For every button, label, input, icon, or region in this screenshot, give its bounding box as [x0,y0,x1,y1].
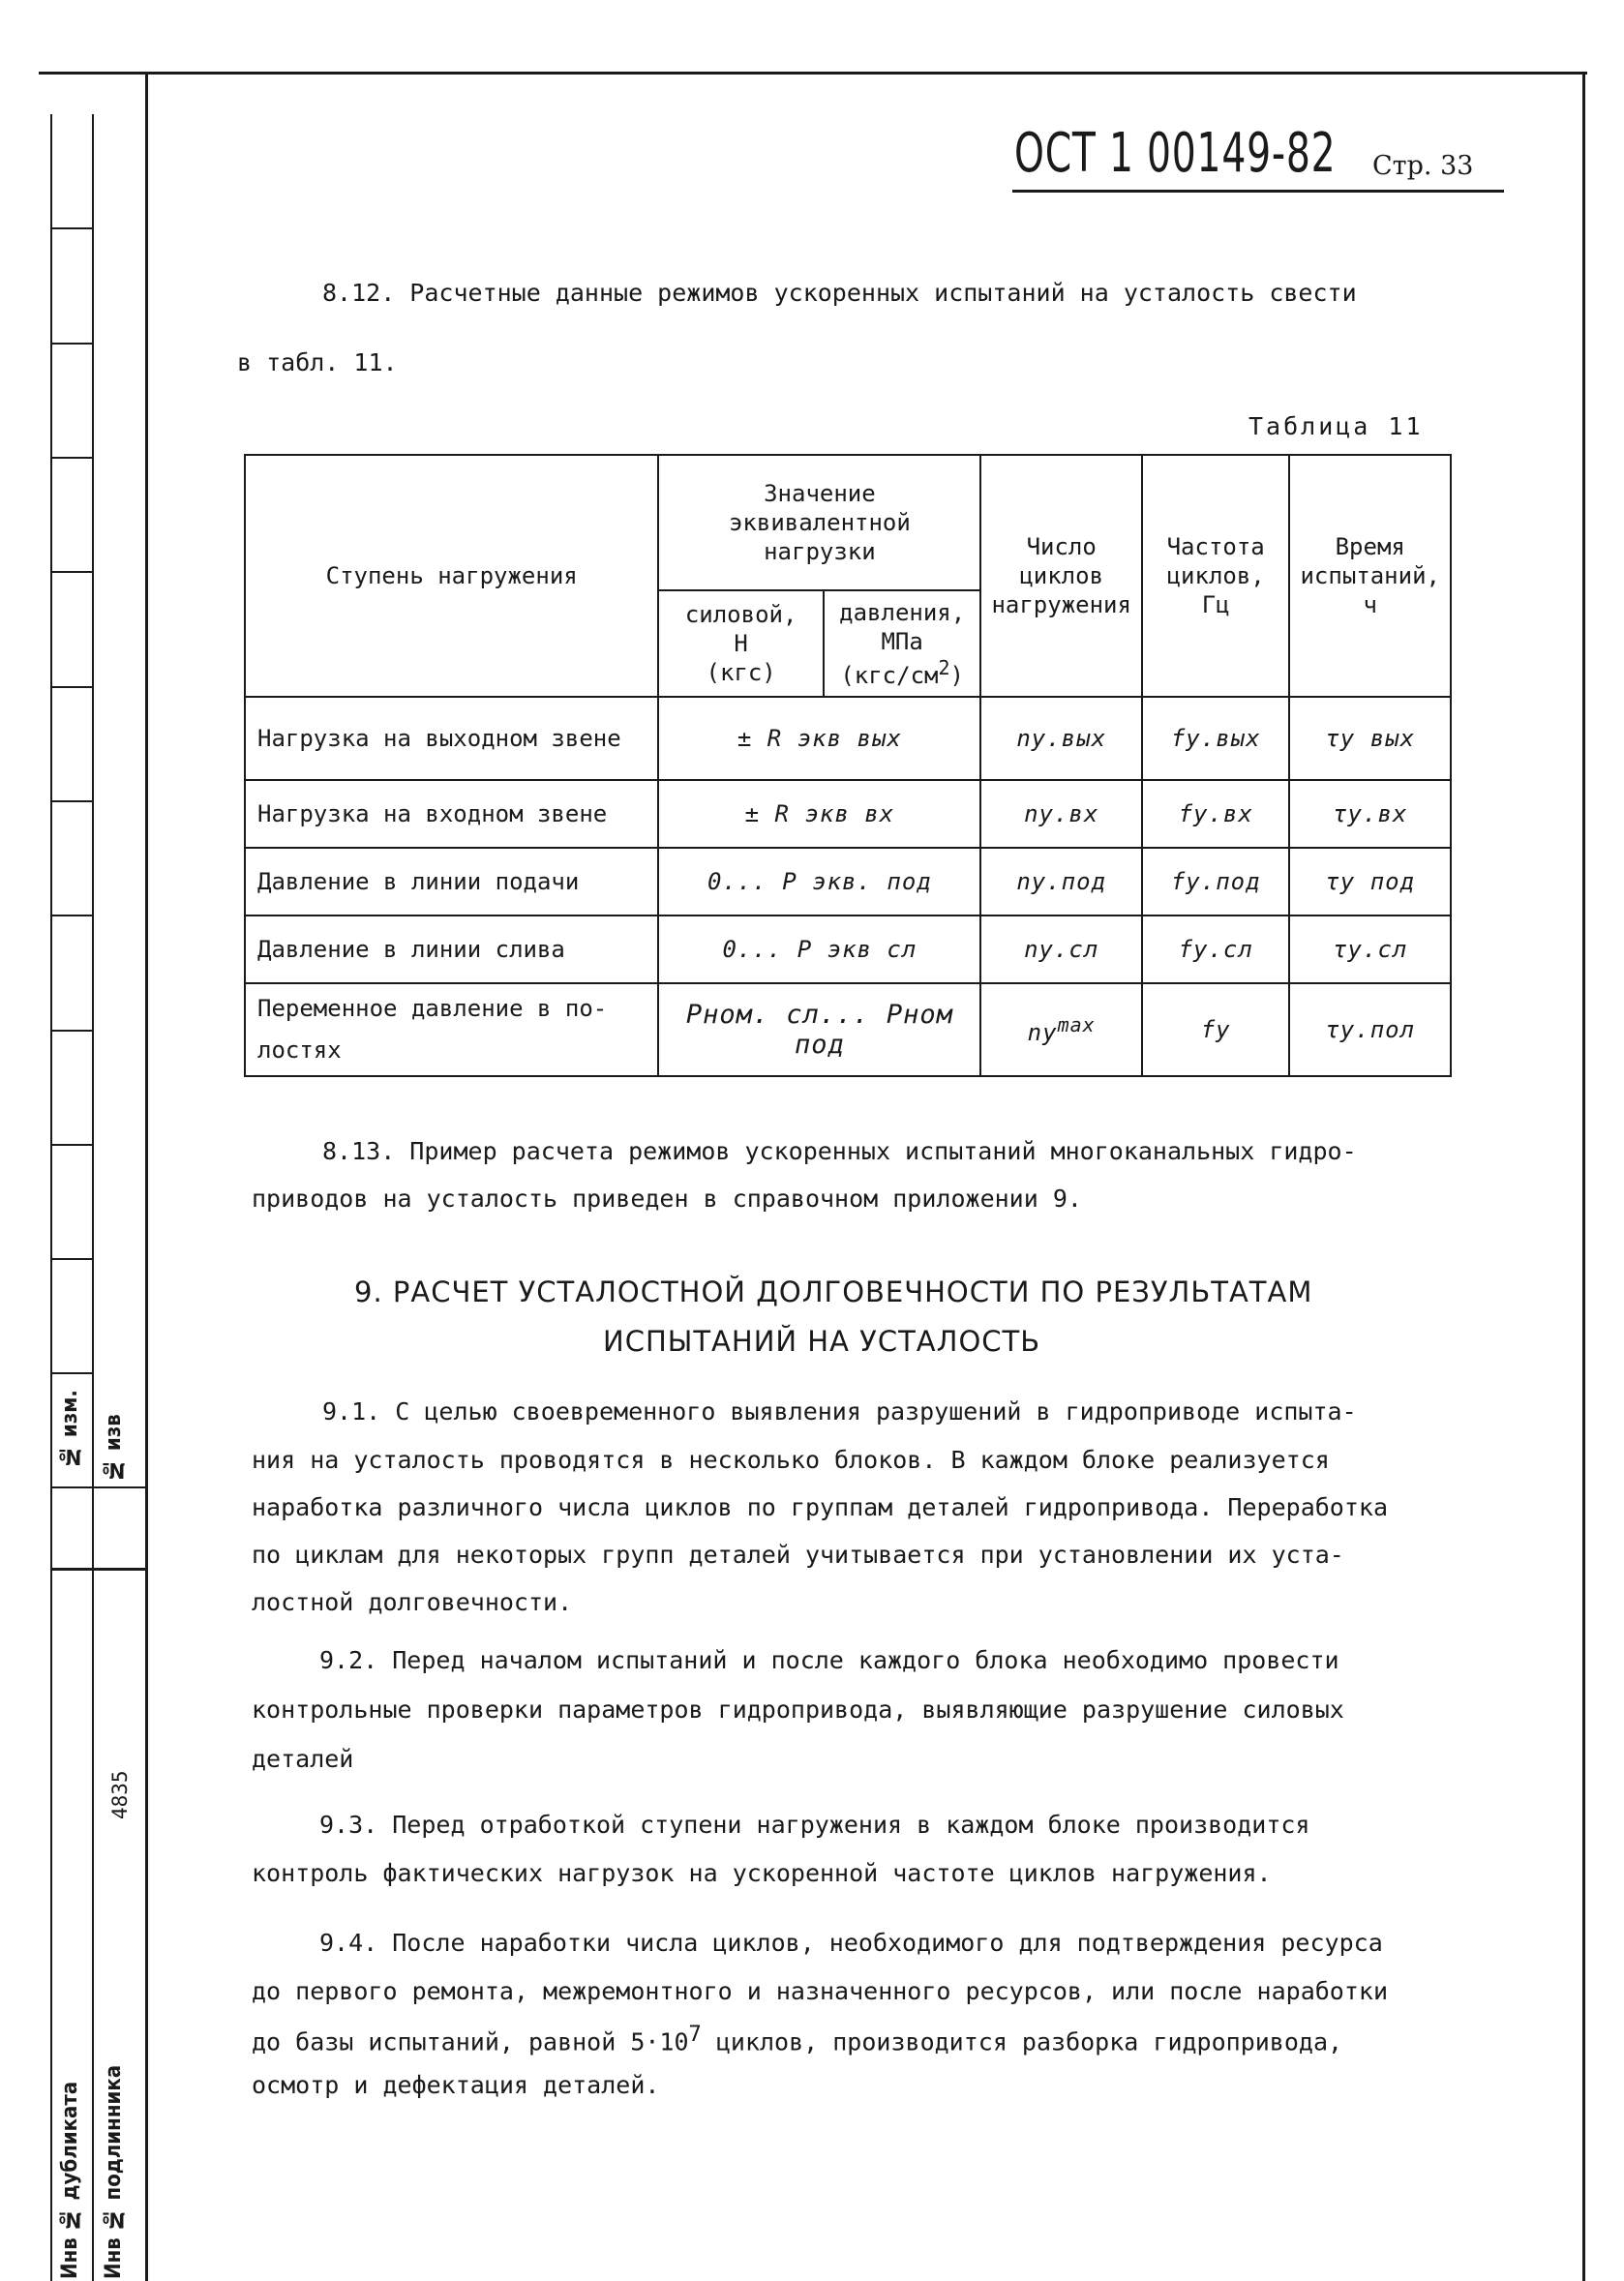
row-equiv: 0... P экв. под [658,848,980,915]
para-9-2-line1: 9.2. Перед началом испытаний и после каждого блока необходимо провести [319,1646,1339,1674]
row-equiv: 0... P экв сл [658,915,980,983]
row-equiv: Pном. сл... Pном под [658,983,980,1076]
row-time: τу.пол [1289,983,1451,1076]
para-9-3-line2: контроль фактических нагрузок на ускоренной частоте циклов нагружения. [252,1859,1272,1887]
hdr-time: Время испытаний, ч [1289,455,1451,697]
row-freq: fу [1142,983,1289,1076]
margin-tick [50,1030,94,1032]
margin-tick [50,686,94,688]
frame-left [145,72,148,2281]
margin-change-no: № изм. [58,1390,82,1469]
para-9-1-line4: по циклам для некоторых групп деталей учитывается при установлении их уста- [252,1541,1344,1569]
row-freq: fу.сл [1142,915,1289,983]
row-time: τу вых [1289,697,1451,780]
row-cycles: nу.сл [980,915,1142,983]
row-equiv: ± R экв вых [658,697,980,780]
page-number: 33 [1440,151,1474,181]
margin-tick [50,343,94,345]
margin-tick [50,915,94,916]
margin-tick [50,1568,147,1571]
hdr-pressure: давления, МПа $(кгс/см^2)$ [824,590,981,697]
row-time: τу.вх [1289,780,1451,848]
para-9-4-line4: осмотр и дефектация деталей. [252,2071,660,2099]
table-row [245,983,1451,1076]
row-cycles: nу.вх [980,780,1142,848]
hdr-equiv: Значение эквивалентной нагрузки [658,455,980,590]
page-label-text: Стр. [1372,151,1432,181]
hdr-force: силовой, Н (кгс) [658,590,824,697]
row-stage: Давление в линии подачи [245,848,658,915]
margin-mid [92,114,94,1590]
margin-tick [50,800,94,802]
table-11 [244,454,1452,1077]
section-9-title-line1: 9. РАСЧЕТ УСТАЛОСТНОЙ ДОЛГОВЕЧНОСТИ ПО РЕЗУЛЬТАТАМ [354,1276,1313,1308]
margin-orig-inv: Инв № подлинника [102,2064,126,2279]
para-9-4-line2: до первого ремонта, межремонтного и назначенного ресурсов, или после наработки [252,1977,1388,2005]
row-cycles: nу.под [980,848,1142,915]
margin-left [50,114,52,2281]
margin-tick [50,571,94,573]
para-9-2-line2: контрольные проверки параметров гидропривода, выявляющие разрушение силовых [252,1696,1344,1724]
doc-number: ОСТ 1 00149-82 [1014,122,1337,185]
margin-orig-inv-value: 4835 [108,1770,132,1819]
row-stage: Давление в линии слива [245,915,658,983]
row-freq: fу.вых [1142,697,1289,780]
para-8-13-line1: 8.13. Пример расчета режимов ускоренных испытаний многоканальных гидро- [322,1137,1357,1165]
para-9-4-line3: до базы испытаний, равной $5\cdot 10^7$ циклов, производится разборка гидропривода, [252,2023,1343,2056]
margin-tick [50,227,94,229]
para-9-3-line1: 9.3. Перед отработкой ступени нагружения в каждом блоке производится [319,1811,1310,1839]
table-caption: Таблица 11 [1248,412,1424,440]
para-8-12-line1: 8.12. Расчетные данные режимов ускоренных испытаний на усталость свести [322,279,1357,307]
para-9-1-line5: лостной долговечности. [252,1588,573,1616]
table-row [245,780,1451,848]
para-8-13-line2: приводов на усталость приведен в справочном приложении 9. [252,1185,1082,1213]
row-cycles: nу.вых [980,697,1142,780]
para-9-1-line3: наработка различного числа циклов по группам деталей гидропривода. Переработка [252,1493,1388,1521]
row-time: τу.сл [1289,915,1451,983]
table-row [245,915,1451,983]
para-9-1-line2: ния на усталость проводятся в несколько блоков. В каждом блоке реализуется [252,1446,1330,1474]
hdr-stage: Ступень нагружения [245,455,658,697]
margin-tick [50,457,94,459]
table-row [245,848,1451,915]
row-freq: fу.под [1142,848,1289,915]
row-stage: Переменное давление в по- лостях [245,983,658,1076]
hdr-freq: Частота циклов, Гц [1142,455,1289,697]
header-underline [1012,190,1504,193]
margin-tick [50,1486,147,1488]
para-9-4-line1: 9.4. После наработки числа циклов, необходимого для подтверждения ресурса [319,1929,1383,1957]
margin-change-no2: № изв [102,1414,126,1482]
hdr-cycles: Число циклов нагружения [980,455,1142,697]
row-equiv: ± R экв вх [658,780,980,848]
margin-tick [50,1258,94,1260]
table-row [245,697,1451,780]
row-freq: fу.вх [1142,780,1289,848]
row-stage: Нагрузка на выходном звене [245,697,658,780]
para-9-1-line1: 9.1. С целью своевременного выявления разрушений в гидроприводе испыта- [322,1397,1357,1426]
frame-right [1582,72,1585,2281]
section-9-title-line2: ИСПЫТАНИЙ НА УСТАЛОСТЬ [603,1325,1041,1358]
margin-dup-inv: Инв № дубликата [58,2081,82,2279]
para-9-2-line3: деталей [252,1745,354,1773]
margin-tick [50,1144,94,1146]
page-label [1372,151,1473,181]
row-cycles: $nу^{max}$ [980,983,1142,1076]
para-8-12-line2: в табл. 11. [237,348,398,376]
row-time: τу под [1289,848,1451,915]
margin-mid-lower [92,1573,94,2281]
row-stage: Нагрузка на входном звене [245,780,658,848]
top-rule [39,72,1587,75]
